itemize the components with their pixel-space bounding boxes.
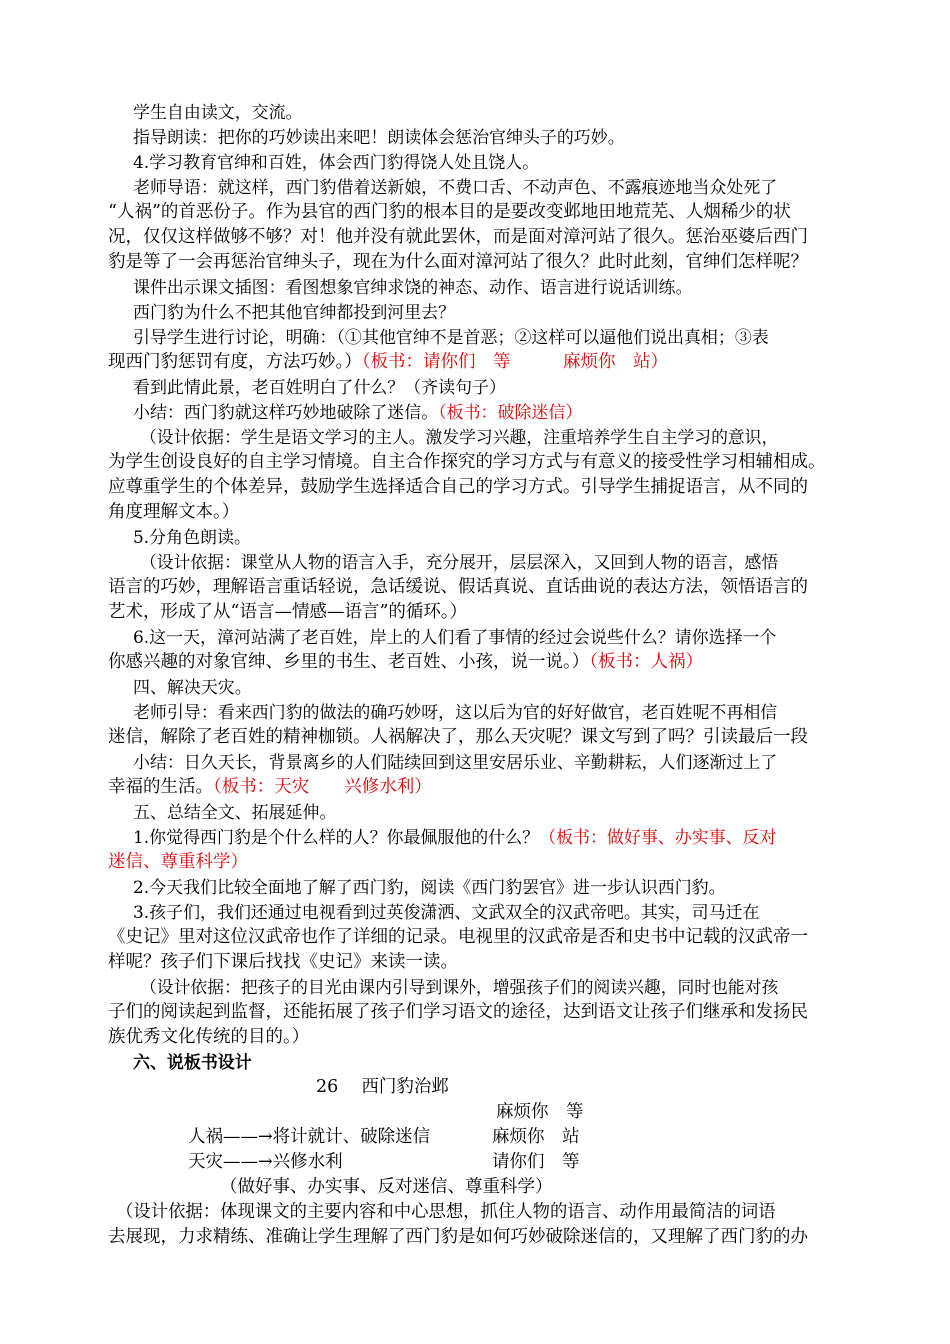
paragraph-line: 为学生创设良好的自主学习情境。自主合作探究的学习方式与有意义的接受性学习相辅相成。 (108, 452, 826, 472)
paragraph-line (133, 825, 893, 849)
paragraph-line: 应尊重学生的个体差异，鼓励学生选择适合自己的学习方式。引导学生捕捉语言，从不同的 (108, 477, 808, 497)
board-note: （板书：破除迷信） (438, 402, 583, 422)
paragraph-line: 指导朗读：把你的巧妙读出来吧！朗读体会惩治官绅头子的巧妙。 (133, 127, 625, 147)
board-entry: 麻烦你 站 (492, 1127, 580, 1147)
paragraph-line: （设计依据：体现课文的主要内容和中心思想，抓住人物的语言、动作用最简洁的词语 (116, 1202, 776, 1222)
paragraph-line: 豹是等了一会再惩治官绅头子，现在为什么面对漳河站了很久？此时此刻，官绅们怎样呢？ (108, 252, 808, 272)
paragraph-line: 况，仅仅这样做够不够？对！他并没有就此罢休，而是面对漳河站了很久。惩治巫婆后西门 (108, 227, 808, 247)
paragraph-line: （设计依据：课堂从人物的语言入手，充分展开，层层深入，又回到人物的语言，感悟 (140, 552, 779, 572)
paragraph-line: 5.分角色朗读。 (133, 527, 251, 547)
paragraph-line: 4.学习教育官绅和百姓，体会西门豹得饶人处且饶人。 (133, 152, 540, 172)
paragraph-line: 老师引导：看来西门豹的做法的确巧妙呀，这以后为官的好好做官，老百姓呢不再相信 (133, 702, 778, 722)
paragraph-line: 6.这一天，漳河站满了老百姓，岸上的人们看了事情的经过会说些什么？请你选择一个 (133, 627, 777, 647)
paragraph-text: 1.你觉得西门豹是个什么样的人？你最佩服他的什么？ (133, 827, 540, 847)
paragraph-line: 艺术，形成了从“语言—情感—语言”的循环。） (108, 602, 468, 622)
paragraph-text: 小结：西门豹就这样巧妙地破除了迷信。 (133, 402, 439, 422)
board-entry: 请你们 等 (492, 1152, 580, 1172)
board-entry: （做好事、办实事、反对迷信、尊重科学） (220, 1177, 553, 1197)
board-note: （板书：做好事、办实事、反对 (539, 827, 777, 847)
paragraph-line (108, 775, 868, 799)
paragraph-line: 语言的巧妙，理解语言重话轻说，急话缓说、假话真说、直话曲说的表达方法，领悟语言的 (108, 577, 808, 597)
paragraph-line: 引导学生进行讨论，明确：（①其他官绅不是首恶；②这样可以逼他们说出真相；③表 (133, 327, 769, 347)
paragraph-line: 小结：日久天长，背景离乡的人们陆续回到这里安居乐业、辛勤耕耘，人们逐渐过上了 (133, 752, 778, 772)
paragraph-line: 族优秀文化传统的目的。） (108, 1027, 310, 1047)
board-title: 26 西门豹治邺 (316, 1077, 449, 1097)
paragraph-line: “人祸”的首恶份子。作为县官的西门豹的根本目的是要改变邺地田地荒芜、人烟稀少的状 (108, 202, 791, 222)
paragraph-line: 课件出示课文插图：看图想象官绅求饶的神态、动作、语言进行说话训练。 (133, 277, 693, 297)
paragraph-text: 你感兴趣的对象官绅、乡里的书生、老百姓、小孩，说一说。） (108, 652, 590, 672)
board-note: （板书：人祸） (589, 652, 703, 672)
board-entry: 麻烦你 等 (496, 1102, 584, 1122)
paragraph-text: 幸福的生活。 (108, 777, 213, 797)
section-heading: 五、总结全文、拓展延伸。 (133, 802, 337, 822)
paragraph-line: 子们的阅读起到监督，还能拓展了孩子们学习语文的途径，达到语文让孩子们继承和发扬民 (108, 1002, 808, 1022)
paragraph-text: 现西门豹惩罚有度，方法巧妙。） (108, 352, 362, 372)
paragraph-line: 3.孩子们，我们还通过电视看到过英俊潇洒、文武双全的汉武帝吧。其实，司马迁在 (133, 902, 760, 922)
paragraph-line: 学生自由读文，交流。 (133, 102, 303, 122)
paragraph-line (108, 650, 868, 674)
paragraph-line (108, 350, 868, 374)
paragraph-line: 去展现，力求精练、准确让学生理解了西门豹是如何巧妙破除迷信的，又理解了西门豹的办 (108, 1227, 808, 1247)
paragraph-line: （设计依据：把孩子的目光由课内引导到课外，增强孩子们的阅读兴趣，同时也能对孩 (140, 977, 779, 997)
paragraph-line: 老师导语：就这样，西门豹借着送新娘，不费口舌、不动声色、不露痕迹地当众处死了 (133, 177, 778, 197)
paragraph-line: 角度理解文本。） (108, 502, 240, 522)
board-entry: 天灾——→兴修水利 (188, 1152, 343, 1172)
paragraph-line: 样呢？孩子们下课后找找《史记》来读一读。 (108, 952, 458, 972)
paragraph-line: 2.今天我们比较全面地了解了西门豹，阅读《西门豹罢官》进一步认识西门豹。 (133, 877, 726, 897)
paragraph-line: 《史记》里对这位汉武帝也作了详细的记录。电视里的汉武帝是否和史书中记载的汉武帝一 (108, 927, 808, 947)
paragraph-line: 西门豹为什么不把其他官绅都投到河里去？ (133, 302, 456, 322)
paragraph-line: 迷信，解除了老百姓的精神枷锁。人祸解决了，那么天灾呢？课文写到了吗？引读最后一段 (108, 727, 808, 747)
board-note: （板书：请你们 等 麻烦你 站） (361, 352, 668, 372)
board-entry: 人祸——→将计就计、破除迷信 (188, 1127, 431, 1147)
section-heading: 六、说板书设计 (133, 1052, 252, 1072)
paragraph-line: （设计依据：学生是语文学习的主人。激发学习兴趣，注重培养学生自主学习的意识， (140, 427, 779, 447)
section-heading: 四、解决天灾。 (133, 677, 252, 697)
paragraph-line (133, 400, 893, 424)
board-note: 迷信、尊重科学） (108, 852, 248, 872)
board-note: （板书：天灾 兴修水利） (213, 777, 432, 797)
paragraph-line: 看到此情此景，老百姓明白了什么？（齐读句子） (133, 377, 506, 397)
